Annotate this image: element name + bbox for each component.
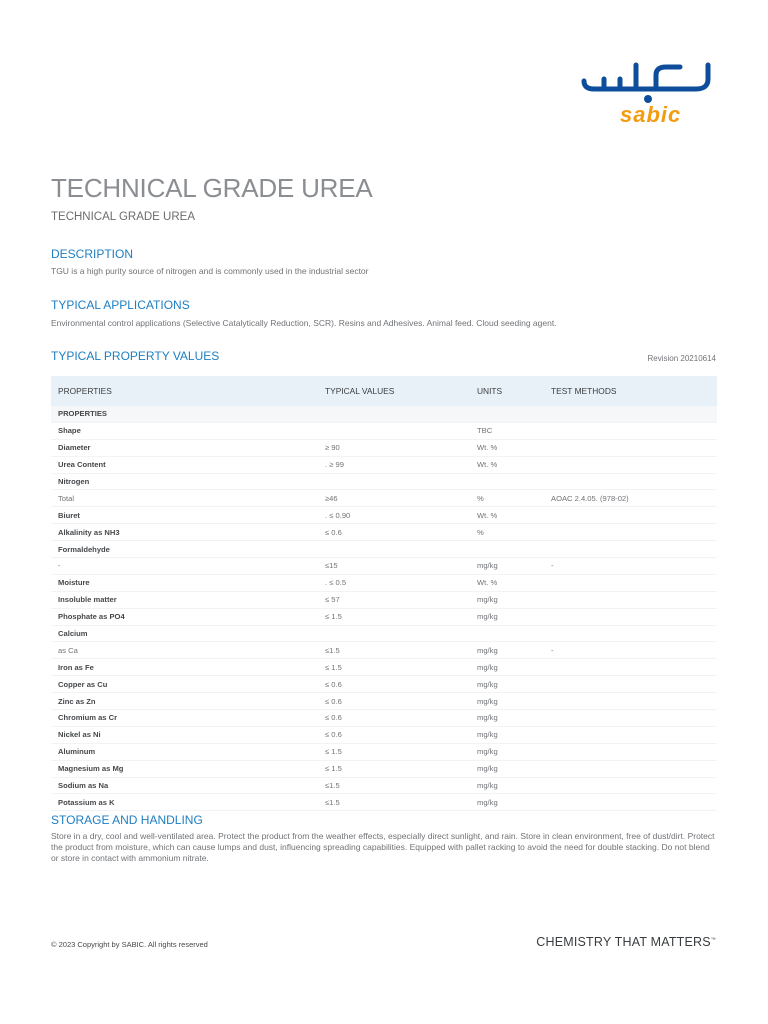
property-name-cell: Nitrogen: [51, 473, 318, 490]
test-method-cell: [544, 591, 717, 608]
table-row: [51, 574, 717, 591]
typical-value-cell: [318, 625, 470, 642]
table-row: [51, 760, 717, 777]
property-name-cell: Aluminum: [51, 743, 318, 760]
typical-value-cell: [318, 473, 470, 490]
applications-text: Environmental control applications (Selective Catalytically Reduction, SCR). Resins and Adhesives. Animal feed. Cloud seeding agent.: [51, 318, 557, 328]
test-method-cell: [544, 794, 717, 811]
unit-cell: mg/kg: [470, 659, 544, 676]
page-title: TECHNICAL GRADE UREA: [51, 173, 373, 203]
test-method-cell: [544, 456, 717, 473]
unit-cell: mg/kg: [470, 558, 544, 575]
properties-heading: TYPICAL PROPERTY VALUES: [51, 349, 220, 363]
page-subtitle: TECHNICAL GRADE UREA: [51, 211, 195, 223]
storage-heading: STORAGE AND HANDLING: [51, 813, 203, 827]
unit-cell: mg/kg: [470, 760, 544, 777]
property-name-cell: Potassium as K: [51, 794, 318, 811]
header-test-methods: TEST METHODS: [544, 376, 717, 406]
property-name-cell: Magnesium as Mg: [51, 760, 318, 777]
property-name-cell: Calcium: [51, 625, 318, 642]
table-row: [51, 541, 717, 558]
table-row: [51, 406, 717, 422]
test-method-cell: [544, 574, 717, 591]
typical-value-cell: [318, 541, 470, 558]
test-method-cell: [544, 659, 717, 676]
typical-value-cell: ≥ 90: [318, 439, 470, 456]
property-name-cell: Moisture: [51, 574, 318, 591]
svg-text:sabic: sabic: [620, 102, 682, 127]
typical-value-cell: ≤ 0.6: [318, 524, 470, 541]
typical-value-cell: ≤ 1.5: [318, 659, 470, 676]
table-row: [51, 642, 717, 659]
unit-cell: %: [470, 490, 544, 507]
test-method-cell: [544, 625, 717, 642]
header-properties: PROPERTIES: [51, 376, 318, 406]
table-row: [51, 524, 717, 541]
test-method-cell: [544, 693, 717, 710]
unit-cell: [470, 541, 544, 558]
test-method-cell: [544, 743, 717, 760]
table-row: [51, 456, 717, 473]
unit-cell: [470, 406, 544, 422]
property-name-cell: Urea Content: [51, 456, 318, 473]
typical-value-cell: ≤ 57: [318, 591, 470, 608]
property-name-cell: Iron as Fe: [51, 659, 318, 676]
property-name-cell: Alkalinity as NH3: [51, 524, 318, 541]
property-name-cell: -: [51, 558, 318, 575]
typical-value-cell: ≤ 1.5: [318, 743, 470, 760]
typical-value-cell: ≤1.5: [318, 642, 470, 659]
description-heading: DESCRIPTION: [51, 247, 134, 261]
property-name-cell: Nickel as Ni: [51, 726, 318, 743]
test-method-cell: [544, 726, 717, 743]
trademark-symbol: ™: [710, 936, 716, 943]
typical-value-cell: ≤ 1.5: [318, 608, 470, 625]
table-row: [51, 473, 717, 490]
unit-cell: mg/kg: [470, 608, 544, 625]
table-row: [51, 726, 717, 743]
unit-cell: [470, 473, 544, 490]
unit-cell: %: [470, 524, 544, 541]
typical-value-cell: ≤ 0.6: [318, 726, 470, 743]
table-row: [51, 422, 717, 439]
copyright: © 2023 Copyright by SABIC. All rights reserved: [51, 940, 208, 949]
test-method-cell: [544, 676, 717, 693]
test-method-cell: [544, 710, 717, 727]
property-name-cell: PROPERTIES: [51, 406, 318, 422]
table-header-row: [51, 376, 717, 406]
typical-value-cell: ≤15: [318, 558, 470, 575]
typical-value-cell: ≤ 0.6: [318, 710, 470, 727]
tagline: [536, 935, 716, 949]
revision-label: Revision 20210614: [647, 354, 716, 363]
typical-value-cell: ≤ 1.5: [318, 760, 470, 777]
unit-cell: Wt. %: [470, 507, 544, 524]
unit-cell: Wt. %: [470, 439, 544, 456]
property-name-cell: Shape: [51, 422, 318, 439]
property-name-cell: as Ca: [51, 642, 318, 659]
property-name-cell: Phosphate as PO4: [51, 608, 318, 625]
property-name-cell: Copper as Cu: [51, 676, 318, 693]
table-row: [51, 439, 717, 456]
test-method-cell: [544, 760, 717, 777]
table-row: [51, 659, 717, 676]
test-method-cell: [544, 777, 717, 794]
property-name-cell: Zinc as Zn: [51, 693, 318, 710]
table-row: [51, 794, 717, 811]
table-row: [51, 625, 717, 642]
header-units: UNITS: [470, 376, 544, 406]
unit-cell: [470, 625, 544, 642]
test-method-cell: -: [544, 642, 717, 659]
storage-text: Store in a dry, cool and well-ventilated area. Protect the product from the weather effects, especially direct sunlight, and rain. Store in clean environment, free of dust/dirt. Protect the product from moisture, which can cause lumps and dust, influencing spreading capabilities. Equipped with pallet racking to avoid the need for double stacking. Do not blend or store in contact with ammonium nitrate.: [51, 831, 715, 863]
unit-cell: mg/kg: [470, 676, 544, 693]
unit-cell: mg/kg: [470, 710, 544, 727]
property-name-cell: Sodium as Na: [51, 777, 318, 794]
table-row: [51, 490, 717, 507]
sabic-logo: [576, 55, 716, 127]
table-row: [51, 710, 717, 727]
test-method-cell: [544, 524, 717, 541]
tagline-text: CHEMISTRY THAT MATTERS: [536, 935, 711, 949]
table-row: [51, 558, 717, 575]
test-method-cell: -: [544, 558, 717, 575]
property-name-cell: Formaldehyde: [51, 541, 318, 558]
typical-value-cell: ≤1.5: [318, 777, 470, 794]
header-typical-values: TYPICAL VALUES: [318, 376, 470, 406]
unit-cell: Wt. %: [470, 456, 544, 473]
typical-value-cell: [318, 422, 470, 439]
typical-value-cell: ≥46: [318, 490, 470, 507]
test-method-cell: [544, 541, 717, 558]
table-row: [51, 608, 717, 625]
unit-cell: mg/kg: [470, 794, 544, 811]
test-method-cell: [544, 507, 717, 524]
property-name-cell: Insoluble matter: [51, 591, 318, 608]
test-method-cell: [544, 406, 717, 422]
unit-cell: mg/kg: [470, 777, 544, 794]
typical-value-cell: . ≤ 0.5: [318, 574, 470, 591]
test-method-cell: [544, 473, 717, 490]
unit-cell: mg/kg: [470, 743, 544, 760]
unit-cell: mg/kg: [470, 726, 544, 743]
typical-value-cell: . ≤ 0.90: [318, 507, 470, 524]
typical-value-cell: ≤ 0.6: [318, 693, 470, 710]
table-body: [51, 406, 717, 811]
description-text: TGU is a high purity source of nitrogen and is commonly used in the industrial sector: [51, 266, 369, 276]
property-name-cell: Biuret: [51, 507, 318, 524]
typical-value-cell: ≤1.5: [318, 794, 470, 811]
typical-value-cell: [318, 406, 470, 422]
property-name-cell: Chromium as Cr: [51, 710, 318, 727]
test-method-cell: [544, 439, 717, 456]
property-table: [51, 376, 717, 811]
table-row: [51, 693, 717, 710]
table-row: [51, 507, 717, 524]
unit-cell: TBC: [470, 422, 544, 439]
table-row: [51, 676, 717, 693]
test-method-cell: [544, 422, 717, 439]
typical-value-cell: . ≥ 99: [318, 456, 470, 473]
table-row: [51, 777, 717, 794]
property-name-cell: Total: [51, 490, 318, 507]
property-name-cell: Diameter: [51, 439, 318, 456]
table-row: [51, 591, 717, 608]
applications-heading: TYPICAL APPLICATIONS: [51, 298, 190, 312]
unit-cell: mg/kg: [470, 591, 544, 608]
test-method-cell: [544, 608, 717, 625]
table-row: [51, 743, 717, 760]
unit-cell: mg/kg: [470, 693, 544, 710]
test-method-cell: AOAC 2.4.05. (978-02): [544, 490, 717, 507]
unit-cell: Wt. %: [470, 574, 544, 591]
unit-cell: mg/kg: [470, 642, 544, 659]
typical-value-cell: ≤ 0.6: [318, 676, 470, 693]
